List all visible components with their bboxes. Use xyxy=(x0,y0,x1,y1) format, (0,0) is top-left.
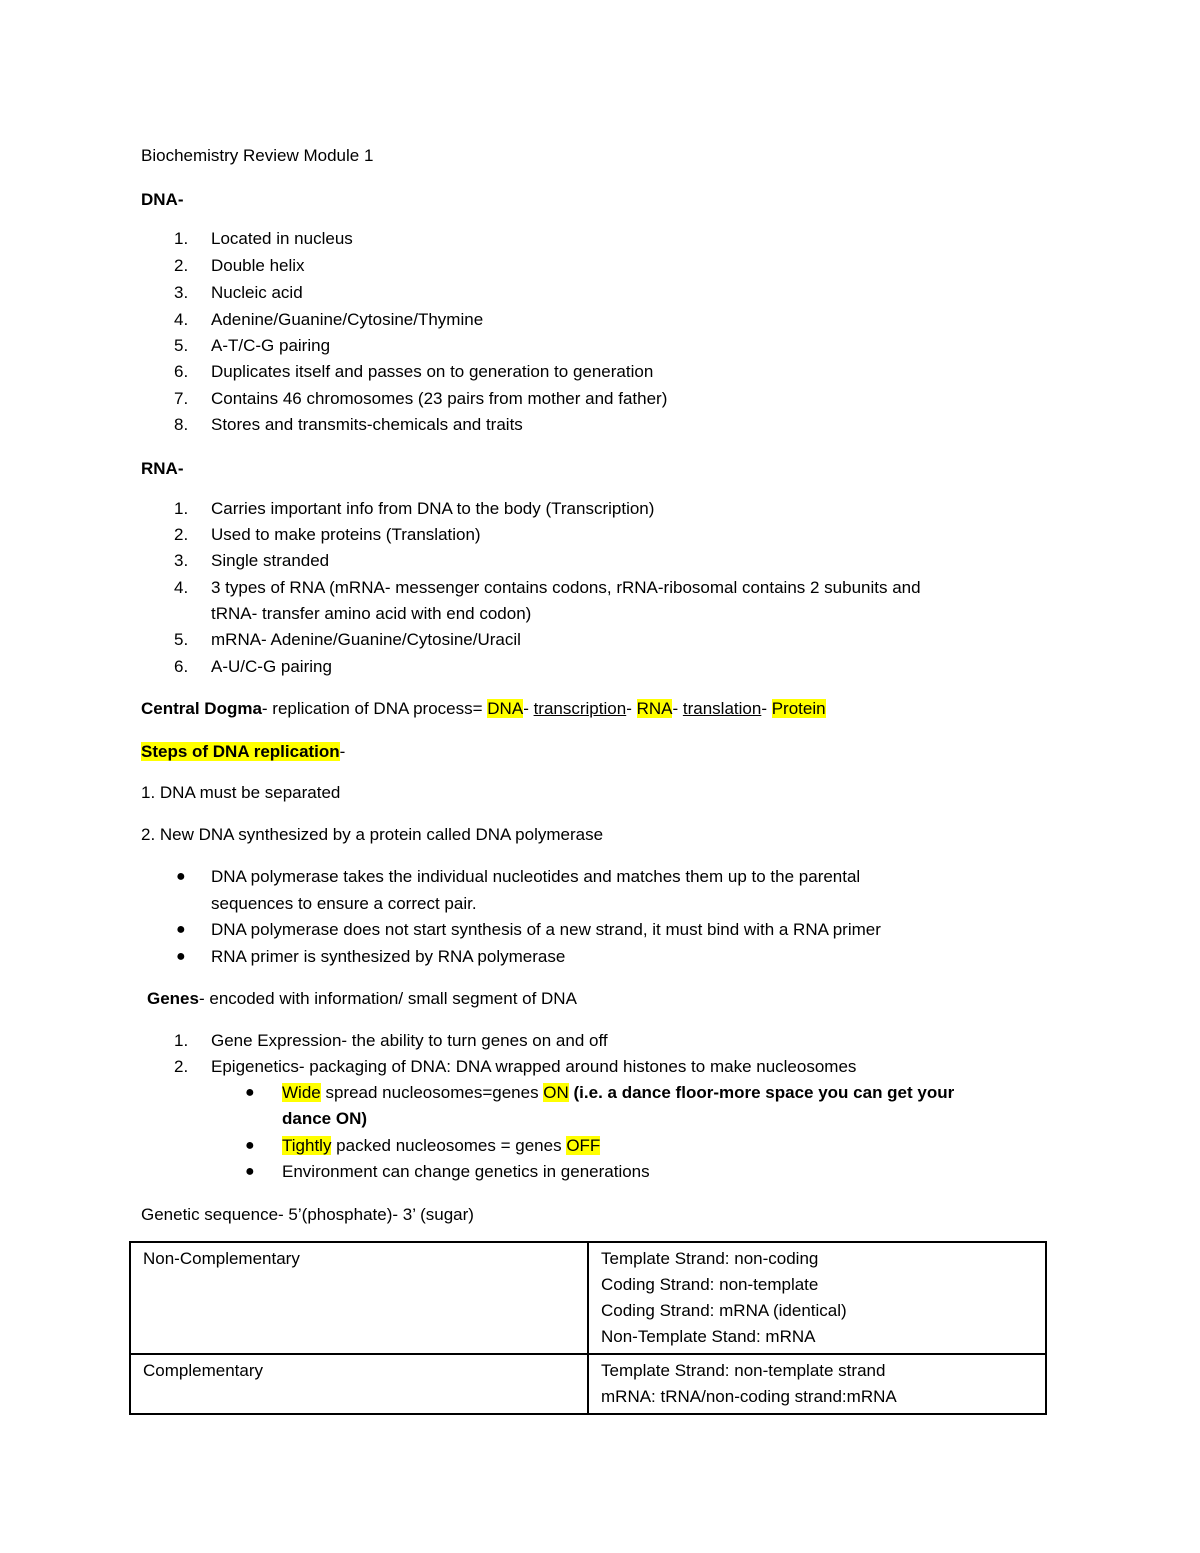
dna-heading: DNA- xyxy=(141,190,184,209)
list-number: 1. xyxy=(174,1031,189,1050)
bullet-icon: ● xyxy=(245,1084,255,1101)
bullet-icon: ● xyxy=(176,868,186,885)
list-item: Adenine/Guanine/Cytosine/Thymine xyxy=(211,310,484,329)
replication-heading: Steps of DNA replication- xyxy=(141,742,346,761)
list-item: A-U/C-G pairing xyxy=(211,657,332,676)
table-cell-details: Template Strand: non-coding Coding Strand: non-template Coding Strand: mRNA (identical) Non-Template Stand: mRNA xyxy=(588,1242,1046,1354)
list-number: 4. xyxy=(174,310,189,329)
list-item: DNA polymerase takes the individual nucleotides and matches them up to the parental xyxy=(211,867,861,886)
list-number: 3. xyxy=(174,283,189,302)
list-item: A-T/C-G pairing xyxy=(211,336,331,355)
list-number: 4. xyxy=(174,578,189,597)
document-title: Biochemistry Review Module 1 xyxy=(141,146,374,165)
list-number: 5. xyxy=(174,336,189,355)
transcription-underlined: transcription xyxy=(533,699,627,718)
list-item: RNA primer is synthesized by RNA polymerase xyxy=(211,947,566,966)
genes-label: Genes xyxy=(147,989,199,1008)
list-item-continuation: sequences to ensure a correct pair. xyxy=(211,894,477,913)
list-item: Single stranded xyxy=(211,551,330,570)
highlight-rna: RNA xyxy=(636,699,673,718)
list-item: mRNA- Adenine/Guanine/Cytosine/Uracil xyxy=(211,630,521,649)
list-item: Epigenetics- packaging of DNA: DNA wrapped around histones to make nucleosomes xyxy=(211,1057,857,1076)
list-item: Contains 46 chromosomes (23 pairs from mother and father) xyxy=(211,389,668,408)
list-number: 1. xyxy=(174,229,189,248)
list-number: 8. xyxy=(174,415,189,434)
sub-list-item: Wide spread nucleosomes=genes ON (i.e. a dance floor-more space you can get your xyxy=(282,1083,955,1102)
list-item: Carries important info from DNA to the body (Transcription) xyxy=(211,499,655,518)
list-item: Double helix xyxy=(211,256,305,275)
list-number: 2. xyxy=(174,525,189,544)
list-item: Nucleic acid xyxy=(211,283,303,302)
list-number: 1. xyxy=(174,499,189,518)
strand-table xyxy=(129,1241,1047,1415)
bullet-icon: ● xyxy=(176,948,186,965)
list-item: DNA polymerase does not start synthesis of a new strand, it must bind with a RNA primer xyxy=(211,920,881,939)
table-row xyxy=(130,1242,1046,1354)
sub-list-item: Tightly packed nucleosomes = genes OFF xyxy=(282,1136,601,1155)
replication-step-2: 2. New DNA synthesized by a protein called DNA polymerase xyxy=(141,825,604,844)
list-number: 2. xyxy=(174,256,189,275)
translation-underlined: translation xyxy=(682,699,762,718)
bullet-icon: ● xyxy=(245,1163,255,1180)
genetic-sequence-line: Genetic sequence- 5’(phosphate)- 3’ (sugar) xyxy=(141,1205,474,1224)
genes-line: Genes- encoded with information/ small segment of DNA xyxy=(147,989,577,1008)
list-number: 6. xyxy=(174,362,189,381)
bullet-icon: ● xyxy=(176,921,186,938)
central-dogma-line: Central Dogma- replication of DNA process= DNA- transcription- RNA- translation- Protein xyxy=(141,699,826,718)
highlight-protein: Protein xyxy=(771,699,826,718)
list-item: Gene Expression- the ability to turn genes on and off xyxy=(211,1031,608,1050)
list-number: 6. xyxy=(174,657,189,676)
sub-list-item-continuation: dance ON) xyxy=(282,1109,368,1128)
table-cell-details: Template Strand: non-template strand mRNA: tRNA/non-coding strand:mRNA xyxy=(588,1354,1046,1414)
replication-step-1: 1. DNA must be separated xyxy=(141,783,341,802)
rna-heading: RNA- xyxy=(141,459,184,478)
list-item-continuation: tRNA- transfer amino acid with end codon) xyxy=(211,604,532,623)
list-number: 7. xyxy=(174,389,189,408)
list-number: 2. xyxy=(174,1057,189,1076)
list-number: 5. xyxy=(174,630,189,649)
list-item: 3 types of RNA (mRNA- messenger contains codons, rRNA-ribosomal contains 2 subunits and xyxy=(211,578,921,597)
list-item: Located in nucleus xyxy=(211,229,353,248)
list-item: Duplicates itself and passes on to generation to generation xyxy=(211,362,654,381)
central-dogma-label: Central Dogma xyxy=(141,699,262,718)
table-cell-label: Non-Complementary xyxy=(130,1242,588,1354)
list-item: Used to make proteins (Translation) xyxy=(211,525,481,544)
list-number: 3. xyxy=(174,551,189,570)
table-row xyxy=(130,1354,1046,1414)
sub-list-item: Environment can change genetics in generations xyxy=(282,1162,650,1181)
table-cell-label: Complementary xyxy=(130,1354,588,1414)
highlight-dna: DNA xyxy=(487,699,524,718)
list-item: Stores and transmits-chemicals and traits xyxy=(211,415,523,434)
bullet-icon: ● xyxy=(245,1137,255,1154)
